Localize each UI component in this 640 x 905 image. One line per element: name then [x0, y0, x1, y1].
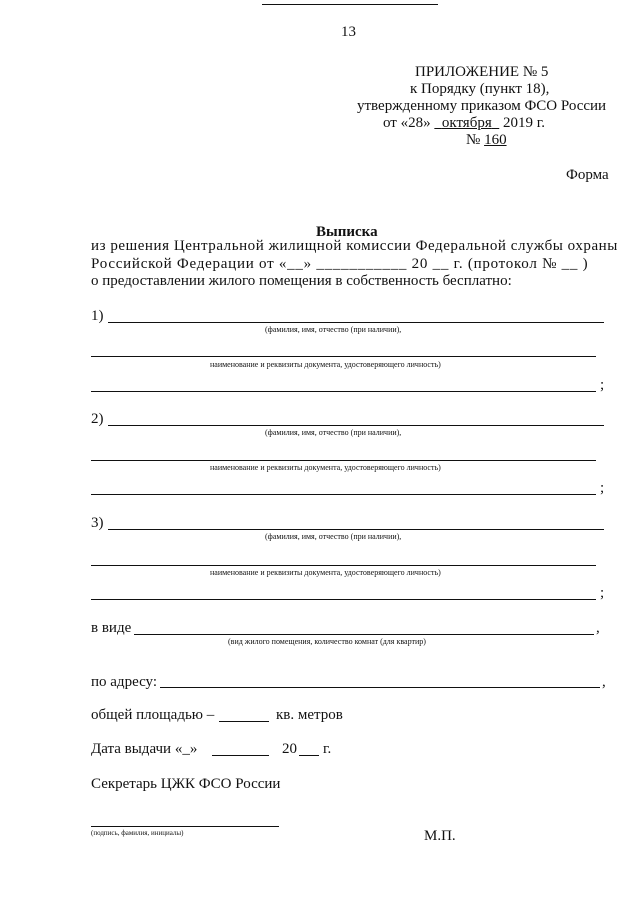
- person-1-fio-line: [108, 322, 604, 323]
- appendix-title: ПРИЛОЖЕНИЕ № 5: [415, 64, 549, 80]
- intro-line-3: о предоставлении жилого помещения в собственность бесплатно:: [91, 273, 512, 289]
- person-1-end: ;: [600, 377, 605, 393]
- issue-date-prefix: Дата выдачи «_»: [91, 741, 198, 757]
- issue-date-line: [212, 755, 269, 756]
- signature-line: [91, 826, 279, 827]
- person-2-doc-caption: наименование и реквизиты документа, удостоверяющего личность): [210, 463, 441, 472]
- date-month: октября: [441, 115, 492, 131]
- person-number-3: 3): [91, 515, 104, 531]
- person-1-doc-line: [91, 356, 596, 357]
- person-3-fio-caption: (фамилия, имя, отчество (при наличии),: [265, 532, 402, 541]
- person-2-fio-caption: (фамилия, имя, отчество (при наличии),: [265, 428, 402, 437]
- seal-mark: М.П.: [424, 828, 456, 844]
- form-label: Форма: [566, 167, 609, 183]
- number-prefix: №: [466, 132, 481, 148]
- person-1-fio-caption: (фамилия, имя, отчество (при наличии),: [265, 325, 402, 334]
- issue-year-line: [299, 755, 319, 756]
- intro-line-1: из решения Центральной жилищной комиссии Федеральной службы охраны: [91, 238, 618, 254]
- issue-date-year-prefix: 20: [282, 741, 297, 757]
- address-end: ,: [602, 674, 606, 690]
- area-suffix: кв. метров: [276, 707, 343, 723]
- in-form-end: ,: [596, 620, 600, 636]
- appendix-approved: утвержденному приказом ФСО России: [357, 98, 607, 114]
- person-2-doc-line: [91, 460, 596, 461]
- appendix-date: [383, 115, 545, 132]
- issue-date-suffix: г.: [323, 741, 332, 757]
- person-3-doc-line: [91, 565, 596, 566]
- person-3-doc-caption: наименование и реквизиты документа, удостоверяющего личность): [210, 568, 441, 577]
- secretary-title: Секретарь ЦЖК ФСО России: [91, 776, 281, 792]
- area-prefix: общей площадью –: [91, 707, 215, 723]
- person-number-2: 2): [91, 411, 104, 427]
- person-3-end: ;: [600, 585, 605, 601]
- person-2-fio-line: [108, 425, 604, 426]
- person-2-end: ;: [600, 480, 605, 496]
- person-2-extra-line: [91, 494, 596, 495]
- in-form-caption: (вид жилого помещения, количество комнат (для квартир): [228, 637, 426, 646]
- document-title: Выписка: [316, 224, 378, 240]
- person-3-fio-line: [108, 529, 604, 530]
- page-number: 13: [341, 24, 356, 40]
- appendix-number: [466, 132, 507, 149]
- date-prefix: от «28»: [383, 115, 431, 131]
- address-line: [160, 687, 600, 688]
- address-label: по адресу:: [91, 674, 158, 690]
- person-1-extra-line: [91, 391, 596, 392]
- intro-line-2: Российской Федерации от «__» ___________ 20 __ г. (протокол № __ ): [91, 256, 589, 272]
- in-form-label: в виде: [91, 620, 132, 636]
- appendix-to-order: к Порядку (пункт 18),: [410, 81, 550, 97]
- number-value: 160: [484, 132, 507, 148]
- in-form-line: [134, 634, 594, 635]
- person-1-doc-caption: наименование и реквизиты документа, удостоверяющего личность): [210, 360, 441, 369]
- area-line: [219, 721, 269, 722]
- person-number-1: 1): [91, 308, 104, 324]
- date-year: 2019 г.: [503, 115, 545, 131]
- signature-caption: (подпись, фамилия, инициалы): [91, 829, 184, 837]
- person-3-extra-line: [91, 599, 596, 600]
- top-rule: [262, 4, 438, 5]
